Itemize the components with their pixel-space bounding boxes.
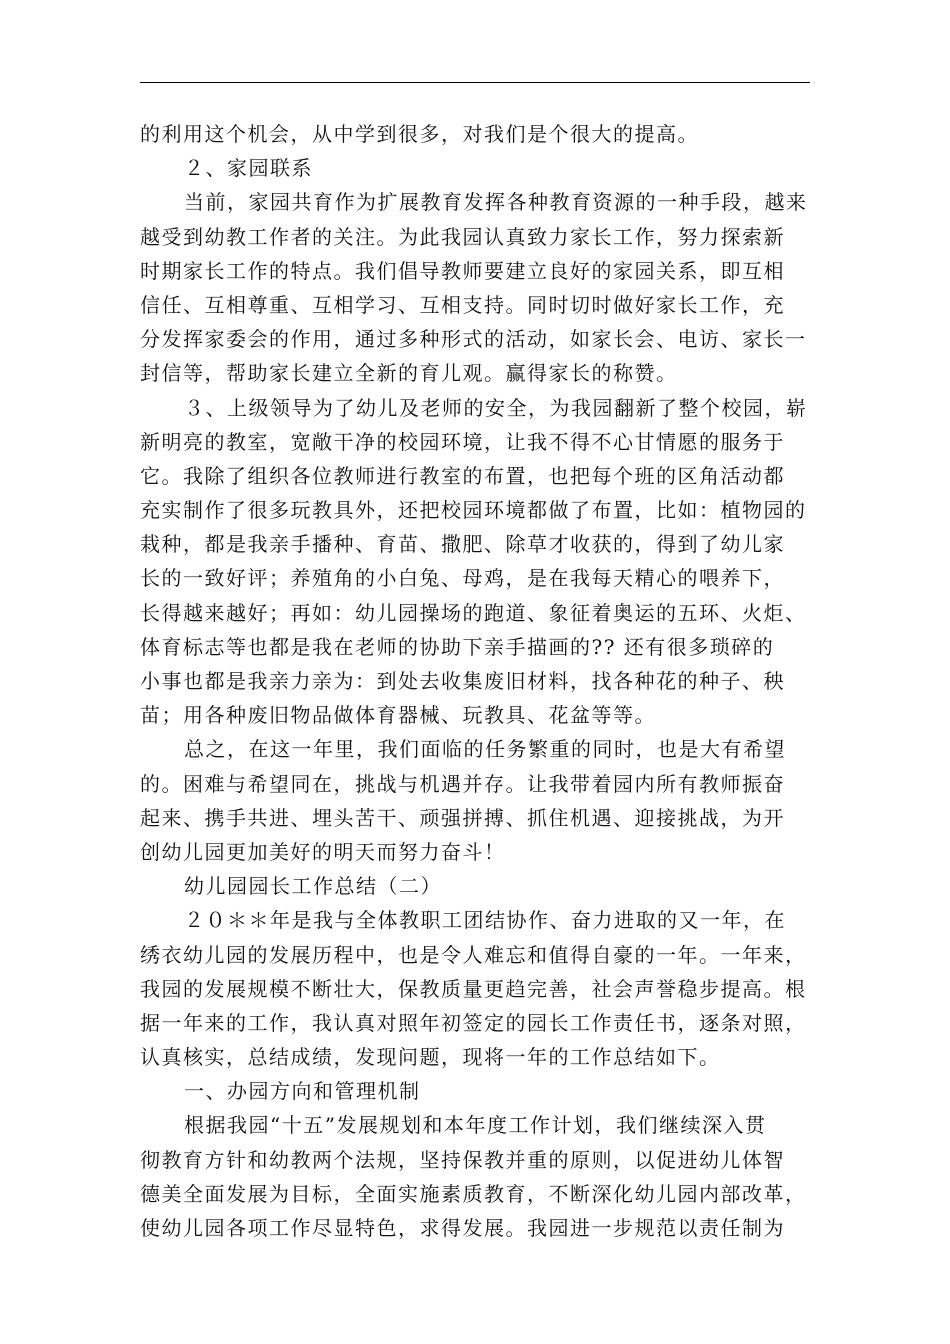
text-line: 长的一致好评；养殖角的小白兔、母鸡，是在我每天精心的喂养下， <box>140 566 785 591</box>
text-line: 长得越来越好；再如：幼儿园操场的跑道、象征着奥运的五环、火炬、 <box>140 600 807 625</box>
text-line: 苗；用各种废旧物品做体育器械、玩教具、花盆等等。 <box>140 703 656 728</box>
text-line: 绣衣幼儿园的发展历程中，也是令人难忘和值得自豪的一年。一年来， <box>140 942 807 967</box>
text-line: 一、办园方向和管理机制 <box>184 1079 421 1104</box>
text-line: 越受到幼教工作者的关注。为此我园认真致力家长工作，努力探索新 <box>140 224 785 249</box>
text-line: 起来、携手共进、埋头苦干、顽强拼搏、抓住机遇、迎接挑战，为开 <box>140 805 785 830</box>
text-line: 当前，家园共育作为扩展教育发挥各种教育资源的一种手段，越来 <box>184 190 808 215</box>
text-line: 它。我除了组织各位教师进行教室的布置，也把每个班的区角活动都 <box>140 463 785 488</box>
text-line: 德美全面发展为目标，全面实施素质教育，不断深化幼儿园内部改革， <box>140 1181 807 1206</box>
document-body <box>140 117 820 1245</box>
text-line: 的利用这个机会，从中学到很多，对我们是个很大的提高。 <box>140 122 699 146</box>
text-line: 分发挥家委会的作用，通过多种形式的活动，如家长会、电访、家长一 <box>140 327 807 352</box>
text-line: 幼儿园园长工作总结（二） <box>184 874 442 899</box>
text-line: 认真核实，总结成绩，发现问题，现将一年的工作总结如下。 <box>140 1045 721 1070</box>
text-line: 我园的发展规模不断壮大，保教质量更趋完善，社会声誉稳步提高。根 <box>140 976 807 1001</box>
text-line: 彻教育方针和幼教两个法规，坚持保教并重的原则，以促进幼儿体智 <box>140 1147 785 1172</box>
text-line: 小事也都是我亲力亲为：到处去收集废旧材料，找各种花的种子、秧 <box>140 669 785 693</box>
text-line: 新明亮的教室，宽敞干净的校园环境，让我不得不心甘情愿的服务于 <box>140 429 785 454</box>
text-line: 体育标志等也都是我在老师的协助下亲手描画的?? 还有很多琐碎的 <box>140 634 775 659</box>
text-line: 信任、互相尊重、互相学习、互相支持。同时切时做好家长工作，充 <box>140 292 785 317</box>
text-line: 使幼儿园各项工作尽显特色，求得发展。我园进一步规范以责任制为 <box>140 1216 785 1240</box>
text-line: ３、上级领导为了幼儿及老师的安全，为我园翻新了整个校园，崭 <box>184 395 808 420</box>
text-line: ２、家园联系 <box>184 156 313 181</box>
text-line: 据一年来的工作，我认真对照年初签定的园长工作责任书，逐条对照， <box>140 1010 807 1035</box>
text-line: 总之，在这一年里，我们面临的任务繁重的同时，也是大有希望 <box>184 737 786 762</box>
text-line: ２０＊＊年是我与全体教职工团结协作、奋力进取的又一年，在 <box>184 908 786 933</box>
text-line: 根据我园“十五”发展规划和本年度工作计划，我们继续深入贯 <box>184 1113 767 1138</box>
text-line: 创幼儿园更加美好的明天而努力奋斗！ <box>140 839 506 864</box>
text-line: 栽种，都是我亲手播种、育苗、撒肥、除草才收获的，得到了幼儿家 <box>140 532 785 557</box>
text-line: 时期家长工作的特点。我们倡导教师要建立良好的家园关系，即互相 <box>140 258 785 283</box>
text-line: 封信等，帮助家长建立全新的育儿观。赢得家长的称赞。 <box>140 361 678 386</box>
text-line: 充实制作了很多玩教具外，还把校园环境都做了布置，比如：植物园的 <box>140 498 807 523</box>
text-line: 的。困难与希望同在，挑战与机遇并存。让我带着园内所有教师振奋 <box>140 771 785 796</box>
header-rule <box>140 82 810 83</box>
